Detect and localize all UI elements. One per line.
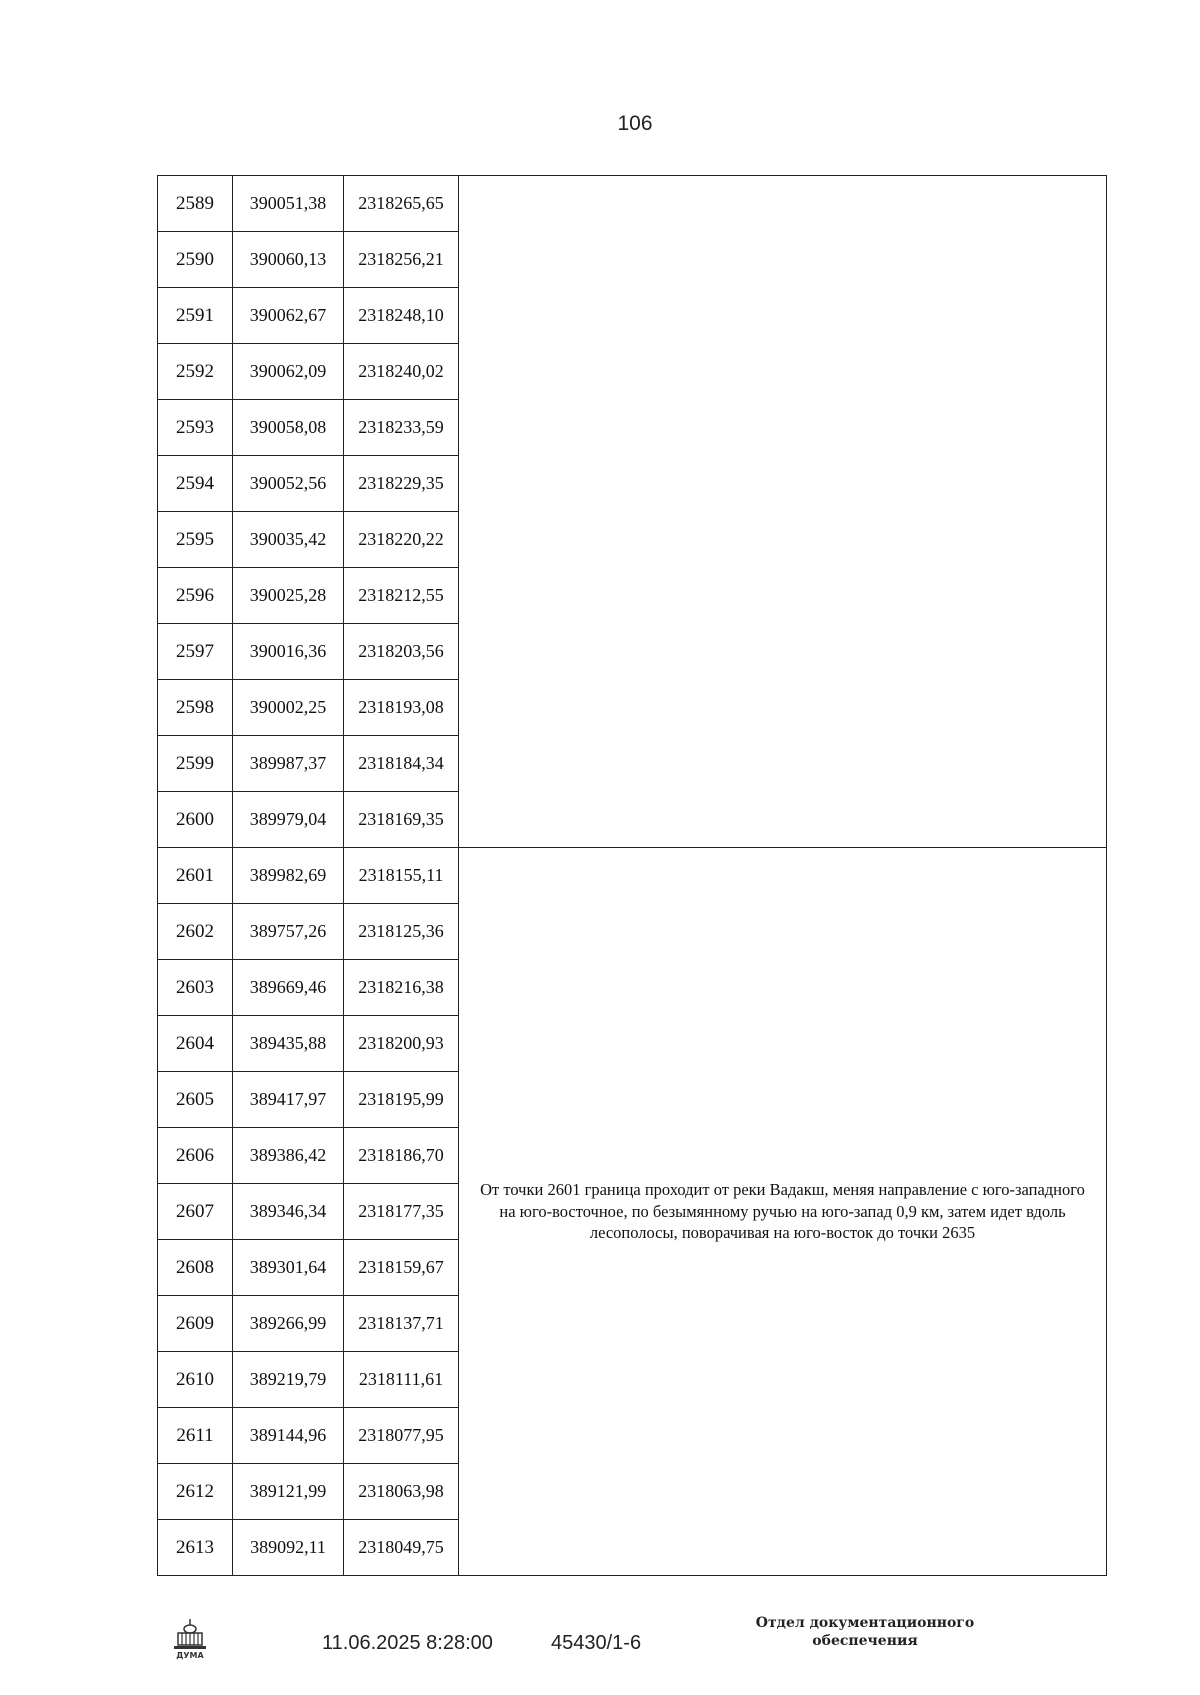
duma-logo-text: ДУМА: [176, 1651, 204, 1660]
x-coordinate-cell: 390062,67: [233, 288, 344, 344]
x-coordinate-cell: 390058,08: [233, 400, 344, 456]
y-coordinate-cell: 2318248,10: [344, 288, 459, 344]
x-coordinate-cell: 389219,79: [233, 1352, 344, 1408]
point-number-cell: 2596: [158, 568, 233, 624]
point-number-cell: 2602: [158, 904, 233, 960]
y-coordinate-cell: 2318159,67: [344, 1240, 459, 1296]
x-coordinate-cell: 389982,69: [233, 848, 344, 904]
point-number-cell: 2612: [158, 1464, 233, 1520]
x-coordinate-cell: 389386,42: [233, 1128, 344, 1184]
x-coordinate-cell: 389979,04: [233, 792, 344, 848]
point-number-cell: 2607: [158, 1184, 233, 1240]
y-coordinate-cell: 2318240,02: [344, 344, 459, 400]
x-coordinate-cell: 390025,28: [233, 568, 344, 624]
x-coordinate-cell: 389266,99: [233, 1296, 344, 1352]
x-coordinate-cell: 389417,97: [233, 1072, 344, 1128]
boundary-description-cell: От точки 2601 граница проходит от реки Вадакш, меняя направление с юго-западного на юго-восточное, по безымянному ручью на юго-запад 0,9 км, затем идет вдоль лесополосы, поворачивая на юго-восток до точки 2635: [459, 848, 1107, 1576]
y-coordinate-cell: 2318169,35: [344, 792, 459, 848]
x-coordinate-cell: 389669,46: [233, 960, 344, 1016]
point-number-cell: 2611: [158, 1408, 233, 1464]
y-coordinate-cell: 2318212,55: [344, 568, 459, 624]
point-number-cell: 2597: [158, 624, 233, 680]
x-coordinate-cell: 389301,64: [233, 1240, 344, 1296]
y-coordinate-cell: 2318186,70: [344, 1128, 459, 1184]
table-row: [158, 848, 1107, 904]
x-coordinate-cell: 389144,96: [233, 1408, 344, 1464]
y-coordinate-cell: 2318220,22: [344, 512, 459, 568]
y-coordinate-cell: 2318193,08: [344, 680, 459, 736]
point-number-cell: 2598: [158, 680, 233, 736]
y-coordinate-cell: 2318200,93: [344, 1016, 459, 1072]
y-coordinate-cell: 2318256,21: [344, 232, 459, 288]
point-number-cell: 2593: [158, 400, 233, 456]
x-coordinate-cell: 389435,88: [233, 1016, 344, 1072]
footer-doc-number: 45430/1-6: [551, 1632, 642, 1654]
y-coordinate-cell: 2318077,95: [344, 1408, 459, 1464]
y-coordinate-cell: 2318049,75: [344, 1520, 459, 1576]
point-number-cell: 2604: [158, 1016, 233, 1072]
table-row: [158, 176, 1107, 232]
point-number-cell: 2594: [158, 456, 233, 512]
x-coordinate-cell: 390016,36: [233, 624, 344, 680]
x-coordinate-cell: 390052,56: [233, 456, 344, 512]
y-coordinate-cell: 2318184,34: [344, 736, 459, 792]
y-coordinate-cell: 2318229,35: [344, 456, 459, 512]
x-coordinate-cell: 390062,09: [233, 344, 344, 400]
y-coordinate-cell: 2318265,65: [344, 176, 459, 232]
footer-department: Отдел документационного обеспечения: [755, 1615, 975, 1649]
point-number-cell: 2592: [158, 344, 233, 400]
x-coordinate-cell: 390002,25: [233, 680, 344, 736]
y-coordinate-cell: 2318195,99: [344, 1072, 459, 1128]
x-coordinate-cell: 389987,37: [233, 736, 344, 792]
point-number-cell: 2608: [158, 1240, 233, 1296]
page-number: 106: [617, 112, 653, 135]
y-coordinate-cell: 2318233,59: [344, 400, 459, 456]
point-number-cell: 2609: [158, 1296, 233, 1352]
y-coordinate-cell: 2318125,36: [344, 904, 459, 960]
point-number-cell: 2600: [158, 792, 233, 848]
point-number-cell: 2606: [158, 1128, 233, 1184]
point-number-cell: 2601: [158, 848, 233, 904]
y-coordinate-cell: 2318137,71: [344, 1296, 459, 1352]
coordinates-table: [157, 175, 1107, 1576]
y-coordinate-cell: 2318177,35: [344, 1184, 459, 1240]
description-cell-empty: [459, 176, 1107, 848]
point-number-cell: 2590: [158, 232, 233, 288]
y-coordinate-cell: 2318063,98: [344, 1464, 459, 1520]
point-number-cell: 2595: [158, 512, 233, 568]
point-number-cell: 2610: [158, 1352, 233, 1408]
y-coordinate-cell: 2318111,61: [344, 1352, 459, 1408]
y-coordinate-cell: 2318203,56: [344, 624, 459, 680]
point-number-cell: 2613: [158, 1520, 233, 1576]
x-coordinate-cell: 389092,11: [233, 1520, 344, 1576]
point-number-cell: 2589: [158, 176, 233, 232]
x-coordinate-cell: 390035,42: [233, 512, 344, 568]
duma-logo-icon: [170, 1615, 210, 1661]
x-coordinate-cell: 389346,34: [233, 1184, 344, 1240]
point-number-cell: 2605: [158, 1072, 233, 1128]
y-coordinate-cell: 2318216,38: [344, 960, 459, 1016]
footer-timestamp: 11.06.2025 8:28:00: [322, 1632, 493, 1654]
point-number-cell: 2603: [158, 960, 233, 1016]
x-coordinate-cell: 389121,99: [233, 1464, 344, 1520]
point-number-cell: 2599: [158, 736, 233, 792]
y-coordinate-cell: 2318155,11: [344, 848, 459, 904]
x-coordinate-cell: 390051,38: [233, 176, 344, 232]
point-number-cell: 2591: [158, 288, 233, 344]
x-coordinate-cell: 389757,26: [233, 904, 344, 960]
coordinates-table-body: [158, 176, 1107, 1576]
x-coordinate-cell: 390060,13: [233, 232, 344, 288]
